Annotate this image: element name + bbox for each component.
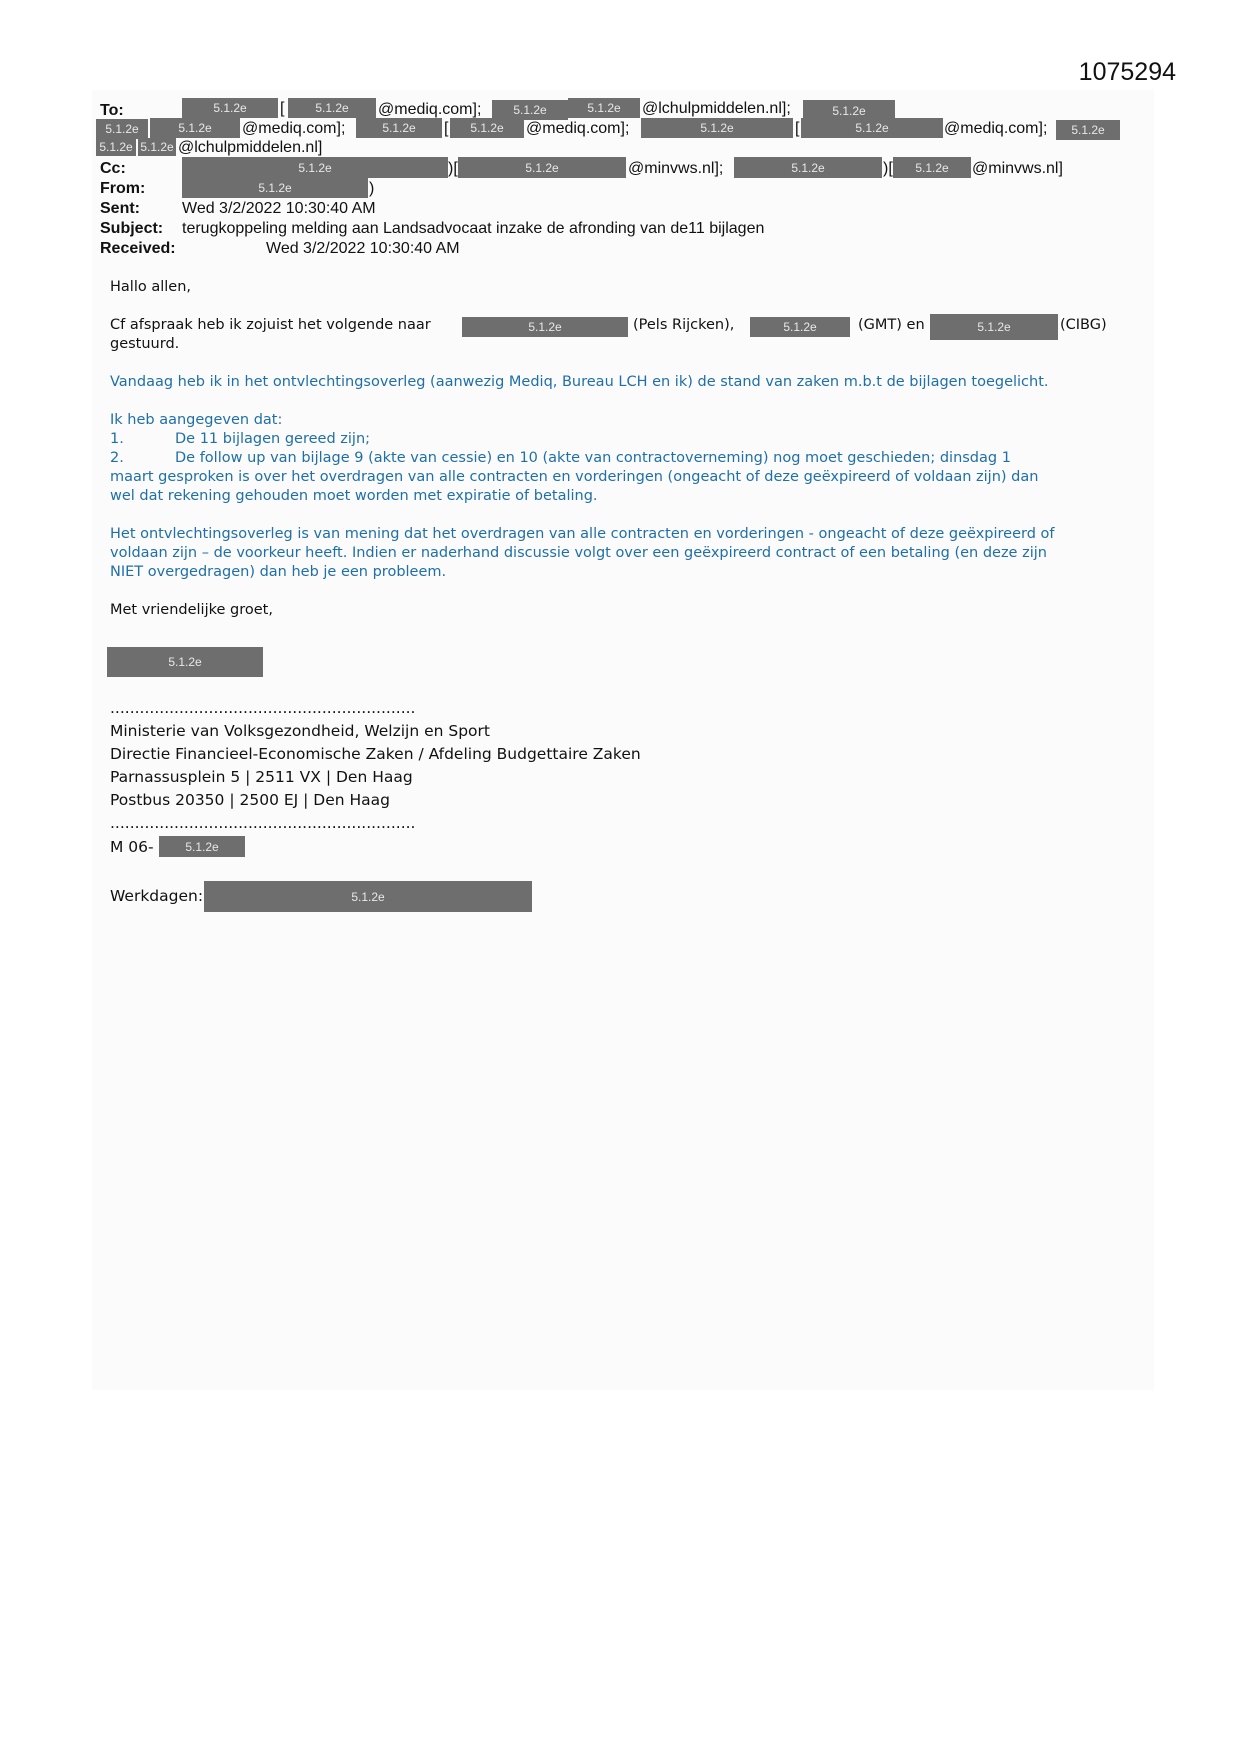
redaction-box: 5.1.2e xyxy=(204,881,532,912)
list-text: De 11 bijlagen gereed zijn; xyxy=(175,431,371,447)
subject-label: Subject: xyxy=(100,220,164,237)
to-address-domain: @mediq.com]; xyxy=(378,101,482,118)
redaction-box: 5.1.2e xyxy=(107,647,263,677)
redaction-box: 5.1.2e xyxy=(801,118,943,138)
signature-dept: Directie Financieel-Economische Zaken / Afdeling Budgettaire Zaken xyxy=(110,745,641,763)
from-close: ) xyxy=(369,180,375,197)
paragraph-3-line: Het ontvlechtingsoverleg is van mening dat het overdragen van alle contracten en vorderingen - ongeacht of deze geëxpireerd of xyxy=(110,526,1055,542)
from-label: From: xyxy=(100,180,146,197)
paragraph-3-line: voldaan zijn – de voorkeur heeft. Indien er naderhand discussie volgt over een geëxpireerd contract of een betaling (en deze zijn xyxy=(110,545,1047,561)
redaction-box: 5.1.2e xyxy=(893,157,971,178)
redaction-box: 5.1.2e xyxy=(96,138,136,156)
redaction-box: 5.1.2e xyxy=(182,177,368,198)
signature-divider: .............................................................. xyxy=(110,699,416,717)
to-address-domain: @lchulpmiddelen.nl] xyxy=(178,139,323,156)
closing: Met vriendelijke groet, xyxy=(110,602,273,618)
list-number: 1. xyxy=(110,431,124,447)
redaction-box: 5.1.2e xyxy=(182,98,278,118)
redaction-box: 5.1.2e xyxy=(734,157,882,178)
signature-address-2: Postbus 20350 | 2500 EJ | Den Haag xyxy=(110,791,391,809)
redaction-box: 5.1.2e xyxy=(492,100,568,120)
redaction-box: 5.1.2e xyxy=(458,157,626,178)
cc-address-domain: @minvws.nl] xyxy=(972,160,1063,177)
intro-end: gestuurd. xyxy=(110,336,180,352)
received-value: Wed 3/2/2022 10:30:40 AM xyxy=(266,240,460,257)
intro-pels: (Pels Rijcken), xyxy=(633,317,735,333)
paragraph-1: Vandaag heb ik in het ontvlechtingsoverleg (aanwezig Mediq, Bureau LCH en ik) de stand van zaken m.b.t de bijlagen toegelicht. xyxy=(110,374,1049,390)
paragraph-2-continued: maart gesproken is over het overdragen van alle contracten en vorderingen (ongeacht of deze geëxpireerd of voldaan zijn) dan xyxy=(110,469,1039,485)
list-text: De follow up van bijlage 9 (akte van cessie) en 10 (akte van contractoverneming) nog moet geschieden; dinsdag 1 xyxy=(175,450,1011,466)
redaction-box: 5.1.2e xyxy=(462,317,628,337)
redaction-box: 5.1.2e xyxy=(750,317,850,337)
list-item xyxy=(110,430,1140,449)
cc-separator: )[ xyxy=(448,160,458,177)
document-number: 1075294 xyxy=(1078,58,1176,86)
redaction-box: 5.1.2e xyxy=(182,157,448,178)
received-label: Received: xyxy=(100,240,176,257)
redaction-box: 5.1.2e xyxy=(356,118,442,138)
bracket: [ xyxy=(795,120,800,137)
paragraph-3 xyxy=(110,525,1140,582)
workdays-label: Werkdagen: xyxy=(110,887,204,905)
to-address-domain: @mediq.com]; xyxy=(526,120,630,137)
to-address-domain: @mediq.com]; xyxy=(944,120,1048,137)
mobile-prefix: M 06- xyxy=(110,838,154,856)
paragraph-3-line: NIET overgedragen) dan heb je een probleem. xyxy=(110,564,447,580)
paragraph-2-intro: Ik heb aangegeven dat: xyxy=(110,412,283,428)
signature-address-1: Parnassusplein 5 | 2511 VX | Den Haag xyxy=(110,768,413,786)
subject-value: terugkoppeling melding aan Landsadvocaat inzake de afronding van de11 bijlagen xyxy=(182,220,765,237)
to-address-domain: @mediq.com]; xyxy=(242,120,346,137)
bracket: [ xyxy=(444,120,449,137)
intro-cibg: (CIBG) xyxy=(1060,317,1107,333)
to-address-domain: @lchulpmiddelen.nl]; xyxy=(642,100,791,117)
intro-gmt: (GMT) en xyxy=(858,317,925,333)
signature-divider: .............................................................. xyxy=(110,814,416,832)
cc-separator: )[ xyxy=(883,160,893,177)
redaction-box: 5.1.2e xyxy=(159,836,245,857)
to-label: To: xyxy=(100,102,124,119)
redaction-box: 5.1.2e xyxy=(450,118,524,138)
list-item xyxy=(110,449,1140,468)
redaction-box: 5.1.2e xyxy=(138,138,176,156)
intro-text: Cf afspraak heb ik zojuist het volgende naar xyxy=(110,317,431,333)
redaction-box: 5.1.2e xyxy=(96,119,148,139)
signature-org: Ministerie van Volksgezondheid, Welzijn en Sport xyxy=(110,722,490,740)
redaction-box: 5.1.2e xyxy=(1056,120,1120,140)
sent-label: Sent: xyxy=(100,200,140,217)
cc-address-domain: @minvws.nl]; xyxy=(628,160,724,177)
redaction-box: 5.1.2e xyxy=(803,100,895,122)
paragraph-2-continued: wel dat rekening gehouden moet worden met expiratie of betaling. xyxy=(110,488,598,504)
redaction-box: 5.1.2e xyxy=(930,314,1058,340)
sent-value: Wed 3/2/2022 10:30:40 AM xyxy=(182,200,376,217)
bracket: [ xyxy=(280,100,285,117)
redaction-box: 5.1.2e xyxy=(288,98,376,118)
redaction-box: 5.1.2e xyxy=(150,118,240,138)
cc-label: Cc: xyxy=(100,160,126,177)
paragraph-2 xyxy=(110,411,1140,506)
greeting: Hallo allen, xyxy=(110,279,191,295)
redaction-box: 5.1.2e xyxy=(641,118,793,138)
list-number: 2. xyxy=(110,450,124,466)
redaction-box: 5.1.2e xyxy=(568,98,640,118)
